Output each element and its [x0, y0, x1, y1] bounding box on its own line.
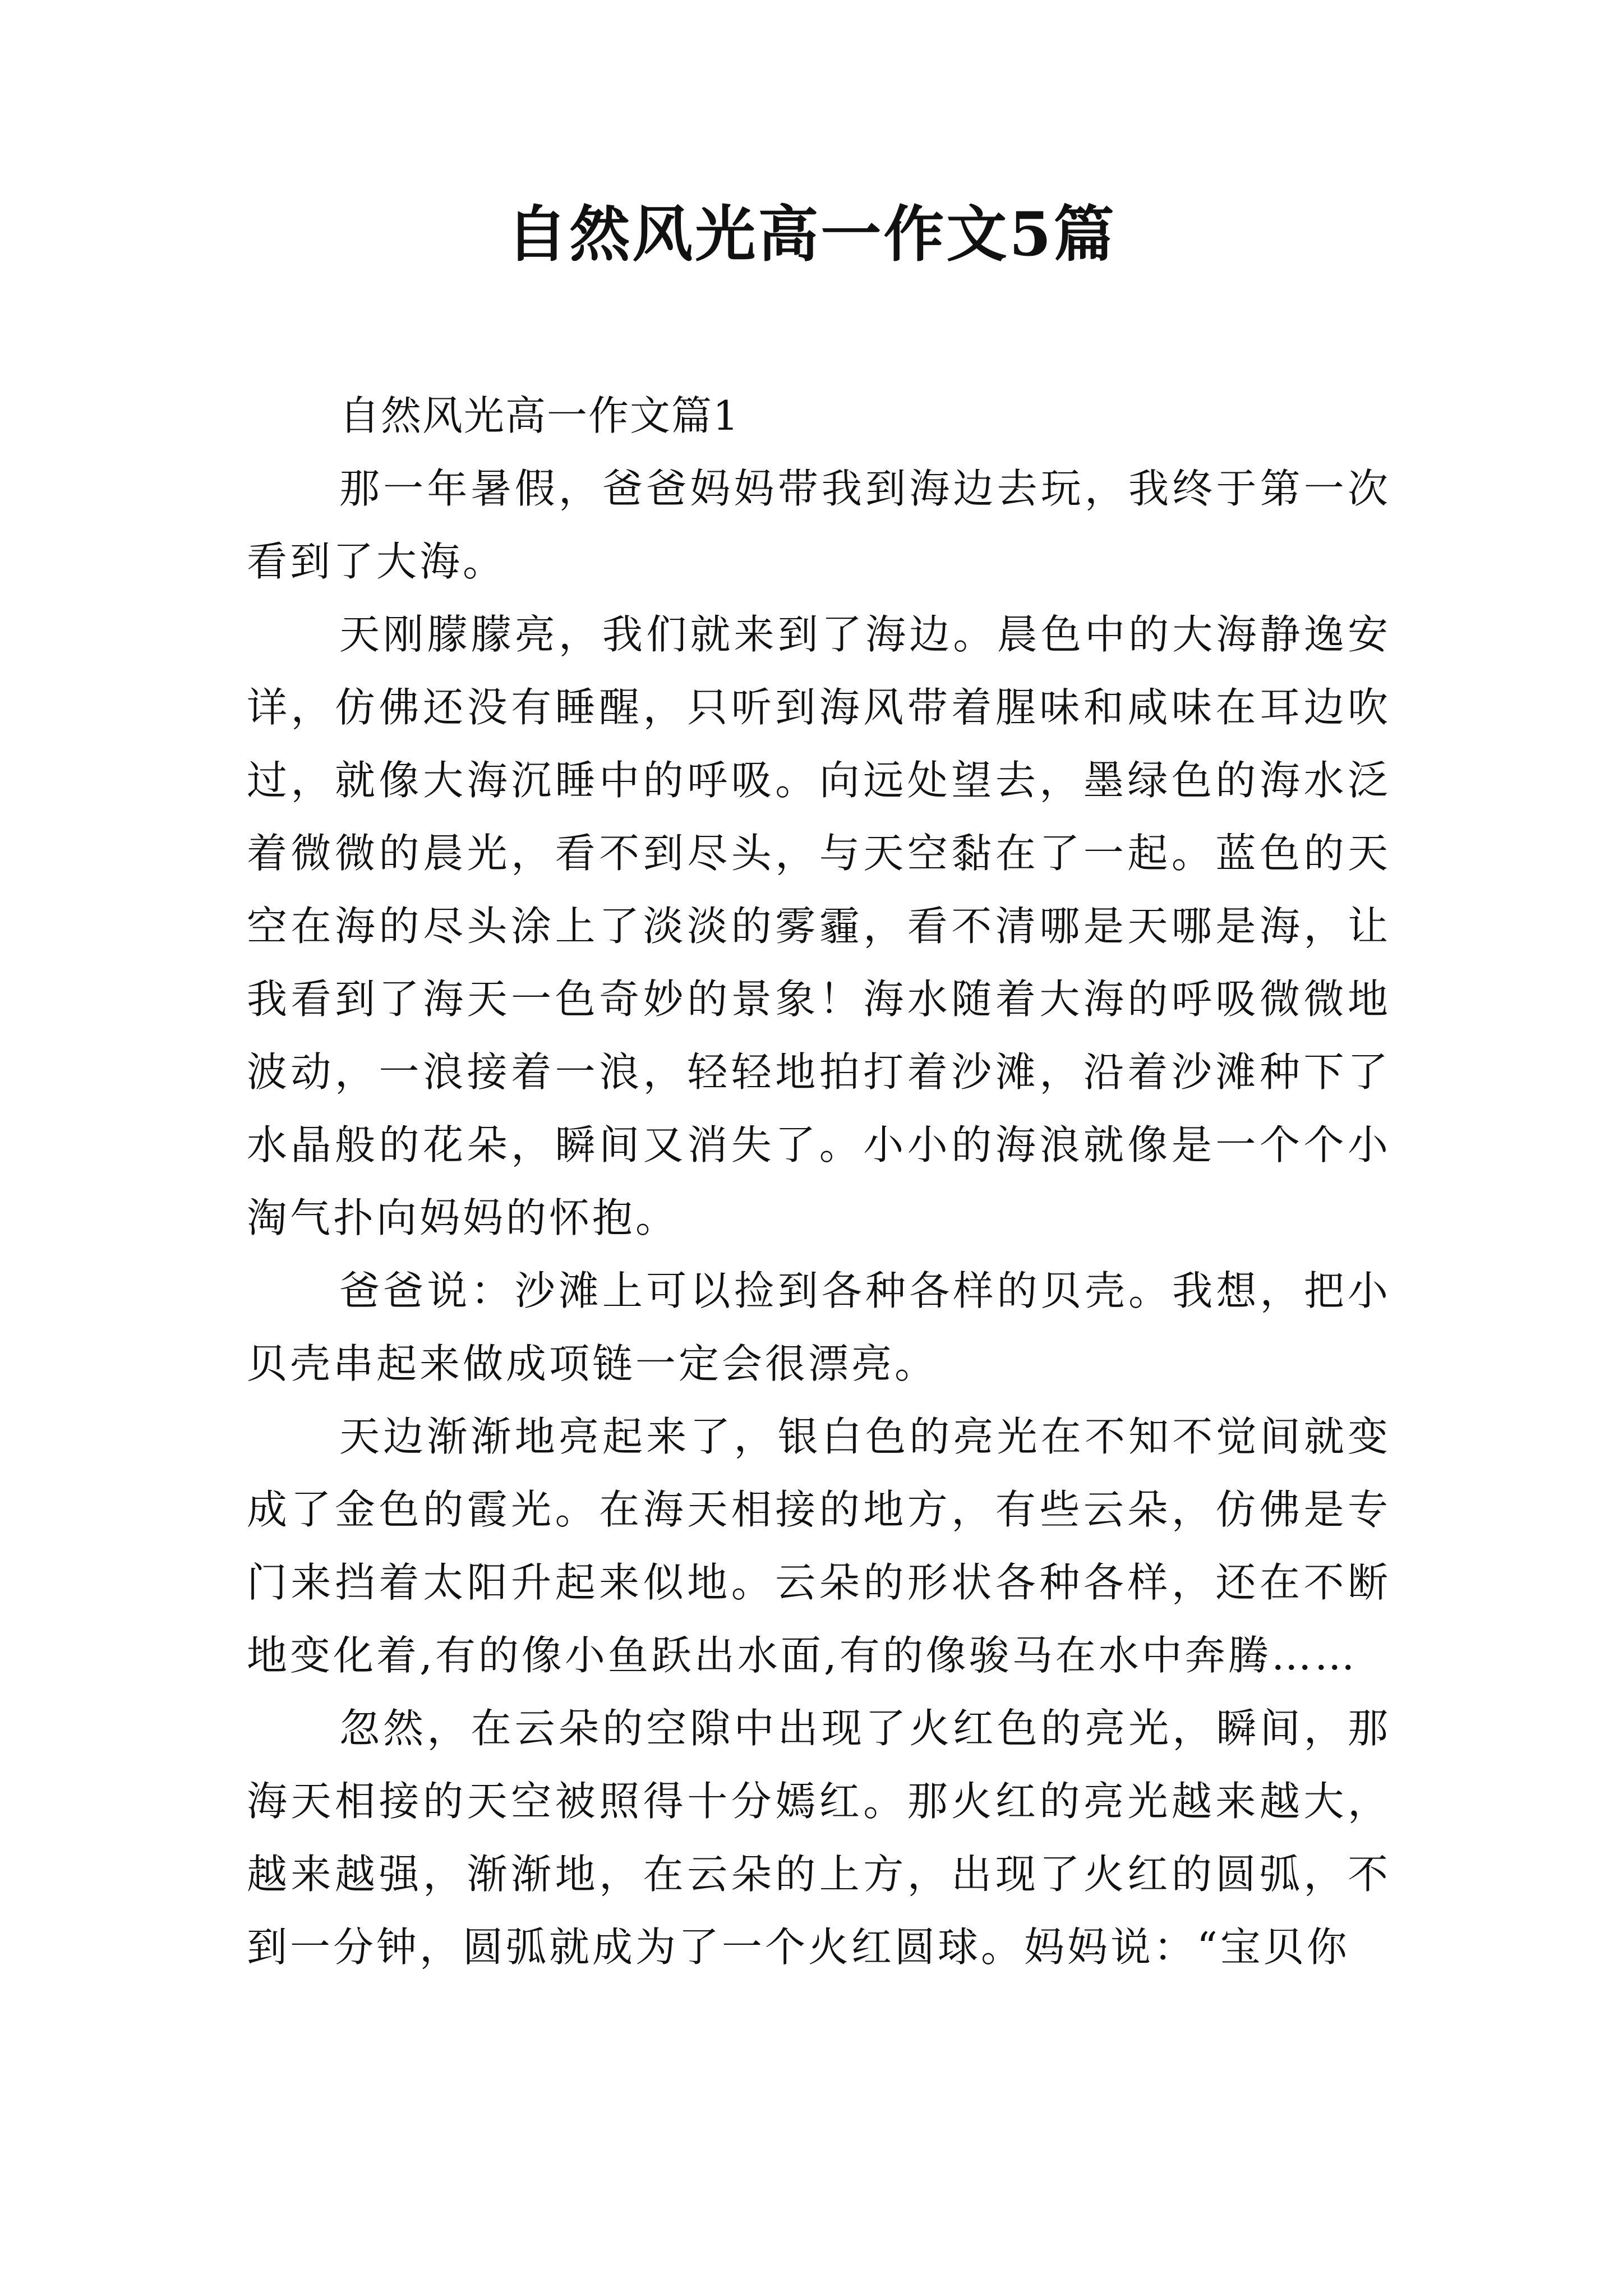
document-title: 自然风光高一作文5篇	[506, 199, 1117, 270]
paragraph-1: 那一年暑假，爸爸妈妈带我到海边去玩，我终于第一次看到了大海。	[247, 465, 1391, 585]
paragraph-4: 天边渐渐地亮起来了，银白色的亮光在不知不觉间就变成了金色的霞光。在海天相接的地方，有些云朵，仿佛是专门来挡着太阳升起来似地。云朵的形状各种各样，还在不断地变化着,有的像小鱼跃出水面,有的像骏马在水中奔腾……	[247, 1413, 1391, 1679]
section-heading: 自然风光高一作文篇1	[339, 392, 740, 439]
paragraph-3: 爸爸说：沙滩上可以捡到各种各样的贝壳。我想，把小贝壳串起来做成项链一定会很漂亮。	[247, 1267, 1391, 1387]
paragraph-2: 天刚朦朦亮，我们就来到了海边。晨色中的大海静逸安详，仿佛还没有睡醒，只听到海风带着腥味和咸味在耳边吹过，就像大海沉睡中的呼吸。向远处望去，墨绿色的海水泛着微微的晨光，看不到尽头，与天空黏在了一起。蓝色的天空在海的尽头涂上了淡淡的雾霾，看不清哪是天哪是海，让我看到了海天一色奇妙的景象！海水随着大海的呼吸微微地波动，一浪接着一浪，轻轻地拍打着沙滩，沿着沙滩种下了水晶般的花朵，瞬间又消失了。小小的海浪就像是一个个小淘气扑向妈妈的怀抱。	[247, 611, 1391, 1241]
essay-body	[247, 452, 1391, 1984]
paragraph-5: 忽然，在云朵的空隙中出现了火红色的亮光，瞬间，那海天相接的天空被照得十分嫣红。那火红的亮光越来越大，越来越强，渐渐地，在云朵的上方，出现了火红的圆弧，不到一分钟，圆弧就成为了一个火红圆球。妈妈说：“宝贝你	[247, 1705, 1391, 1971]
